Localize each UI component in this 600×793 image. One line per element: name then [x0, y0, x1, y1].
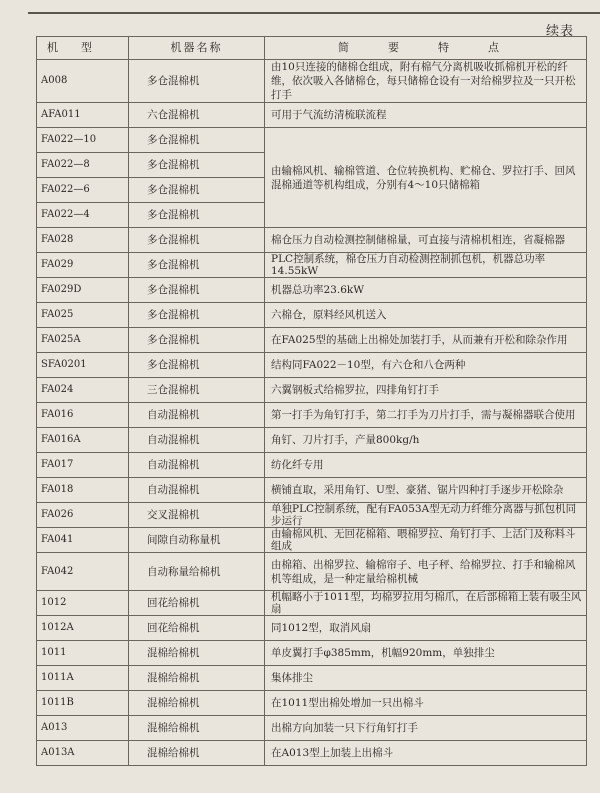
feature-cell: 由棉箱、出棉罗拉、输棉帘子、电子秤、给棉罗拉、打手和输棉风机等组成，是一种定量给棉机械	[265, 553, 587, 591]
table-row	[37, 403, 587, 428]
table-row	[37, 228, 587, 253]
machine-name-cell: 多仓混棉机	[129, 328, 265, 353]
machine-name-cell: 多仓混棉机	[129, 228, 265, 253]
feature-cell: 集体排尘	[265, 666, 587, 691]
machine-name-cell: 混棉给棉机	[129, 691, 265, 716]
model-cell: FA018	[37, 478, 129, 503]
feature-cell-merged: 由输棉风机、输棉管道、仓位转换机构、贮棉仓、罗拉打手、回风混棉通道等机构组成，分别有4～10只储棉箱	[265, 128, 587, 228]
machine-name-cell: 多仓混棉机	[129, 60, 265, 103]
model-cell: 1011	[37, 641, 129, 666]
model-cell: A008	[37, 60, 129, 103]
machine-name-cell: 多仓混棉机	[129, 128, 265, 153]
feature-cell: 横铺直取，采用角钉、U型、豪猪、锯片四种打手逐步开松除杂	[265, 478, 587, 503]
machine-name-cell: 六仓混棉机	[129, 103, 265, 128]
table-header-row	[37, 37, 587, 60]
model-cell: 1012A	[37, 616, 129, 641]
feature-cell: 在1011型出棉处增加一只出棉斗	[265, 691, 587, 716]
machine-name-cell: 多仓混棉机	[129, 353, 265, 378]
machine-name-cell: 多仓混棉机	[129, 253, 265, 278]
model-cell: FA028	[37, 228, 129, 253]
table-row	[37, 278, 587, 303]
model-cell: 1011B	[37, 691, 129, 716]
feature-cell: 机器总功率23.6kW	[265, 278, 587, 303]
table-row	[37, 478, 587, 503]
feature-cell: 六翼钢板式给棉罗拉，四排角钉打手	[265, 378, 587, 403]
feature-cell: 由输棉风机、无回花棉箱、喂棉罗拉、角钉打手、上活门及称料斗组成	[265, 528, 587, 553]
model-cell: FA022—4	[37, 203, 129, 228]
table-row	[37, 666, 587, 691]
table-row	[37, 103, 587, 128]
model-cell: FA025A	[37, 328, 129, 353]
feature-cell: 在A013型上加装上出棉斗	[265, 741, 587, 766]
model-cell: FA029	[37, 253, 129, 278]
machine-name-cell: 多仓混棉机	[129, 153, 265, 178]
machine-name-cell: 自动称量给棉机	[129, 553, 265, 591]
feature-cell: PLC控制系统，棉仓压力自动检测控制抓包机，机器总功率14.55kW	[265, 253, 587, 278]
table-row	[37, 691, 587, 716]
model-cell: FA026	[37, 503, 129, 528]
model-cell: FA025	[37, 303, 129, 328]
model-cell: FA022—6	[37, 178, 129, 203]
column-header-model: 机 型	[37, 37, 129, 60]
model-cell: A013A	[37, 741, 129, 766]
model-cell: AFA011	[37, 103, 129, 128]
machine-name-cell: 自动混棉机	[129, 478, 265, 503]
feature-cell: 第一打手为角钉打手，第二打手为刀片打手，需与凝棉器联合使用	[265, 403, 587, 428]
table-row	[37, 328, 587, 353]
feature-cell: 机幅略小于1011型，均棉罗拉用匀棉爪，在后部棉箱上装有吸尘风扇	[265, 591, 587, 616]
table-row	[37, 741, 587, 766]
feature-cell: 六棉仓，原料经风机送入	[265, 303, 587, 328]
machine-name-cell: 混棉给棉机	[129, 641, 265, 666]
table-row	[37, 60, 587, 103]
table-row	[37, 553, 587, 591]
table-row	[37, 528, 587, 553]
table-row	[37, 616, 587, 641]
top-rule	[28, 12, 600, 14]
model-cell: FA029D	[37, 278, 129, 303]
model-cell: FA022—10	[37, 128, 129, 153]
machine-name-cell: 回花给棉机	[129, 616, 265, 641]
feature-cell: 结构同FA022－10型，有六仓和八仓两种	[265, 353, 587, 378]
model-cell: FA041	[37, 528, 129, 553]
table-row	[37, 303, 587, 328]
table-row	[37, 503, 587, 528]
machine-spec-table	[36, 36, 587, 766]
machine-name-cell: 交叉混棉机	[129, 503, 265, 528]
machine-name-cell: 多仓混棉机	[129, 203, 265, 228]
machine-name-cell: 三仓混棉机	[129, 378, 265, 403]
table-row	[37, 591, 587, 616]
machine-name-cell: 混棉给棉机	[129, 716, 265, 741]
model-cell: FA024	[37, 378, 129, 403]
model-cell: FA016A	[37, 428, 129, 453]
feature-cell: 同1012型，取消风扇	[265, 616, 587, 641]
feature-cell: 在FA025型的基础上出棉处加装打手，从而兼有开松和除杂作用	[265, 328, 587, 353]
table-row	[37, 453, 587, 478]
model-cell: 1012	[37, 591, 129, 616]
machine-name-cell: 混棉给棉机	[129, 666, 265, 691]
model-cell: 1011A	[37, 666, 129, 691]
model-cell: A013	[37, 716, 129, 741]
feature-cell: 角钉、刀片打手，产量800kg/h	[265, 428, 587, 453]
model-cell: FA016	[37, 403, 129, 428]
table-row	[37, 378, 587, 403]
feature-cell: 由10只连接的储棉仓组成，附有棉气分离机吸收抓棉机开松的纤维，依次吸入各储棉仓，每只储棉仓设有一对给棉罗拉及一只开松打手	[265, 60, 587, 103]
machine-name-cell: 自动混棉机	[129, 403, 265, 428]
machine-name-cell: 多仓混棉机	[129, 178, 265, 203]
feature-cell: 出棉方向加装一只下行角钉打手	[265, 716, 587, 741]
machine-name-cell: 回花给棉机	[129, 591, 265, 616]
machine-name-cell: 多仓混棉机	[129, 278, 265, 303]
model-cell: FA022—8	[37, 153, 129, 178]
column-header-features: 简 要 特 点	[265, 37, 587, 60]
machine-name-cell: 自动混棉机	[129, 428, 265, 453]
table-row	[37, 716, 587, 741]
feature-cell: 单皮翼打手φ385mm，机幅920mm，单独排尘	[265, 641, 587, 666]
machine-name-cell: 混棉给棉机	[129, 741, 265, 766]
feature-cell: 棉仓压力自动检测控制储棉量，可直接与清棉机相连，省凝棉器	[265, 228, 587, 253]
feature-cell: 单独PLC控制系统，配有FA053A型无动力纤维分离器与抓包机同步运行	[265, 503, 587, 528]
table-row	[37, 253, 587, 278]
continued-label: 续表	[545, 24, 574, 39]
table-row	[37, 353, 587, 378]
machine-name-cell: 多仓混棉机	[129, 303, 265, 328]
machine-name-cell: 间隙自动称量机	[129, 528, 265, 553]
feature-cell: 纺化纤专用	[265, 453, 587, 478]
model-cell: SFA0201	[37, 353, 129, 378]
table-row	[37, 641, 587, 666]
table-row	[37, 128, 587, 153]
column-header-name: 机器名称	[129, 37, 265, 60]
model-cell: FA017	[37, 453, 129, 478]
table-row	[37, 428, 587, 453]
model-cell: FA042	[37, 553, 129, 591]
feature-cell: 可用于气流纺清梳联流程	[265, 103, 587, 128]
machine-name-cell: 自动混棉机	[129, 453, 265, 478]
